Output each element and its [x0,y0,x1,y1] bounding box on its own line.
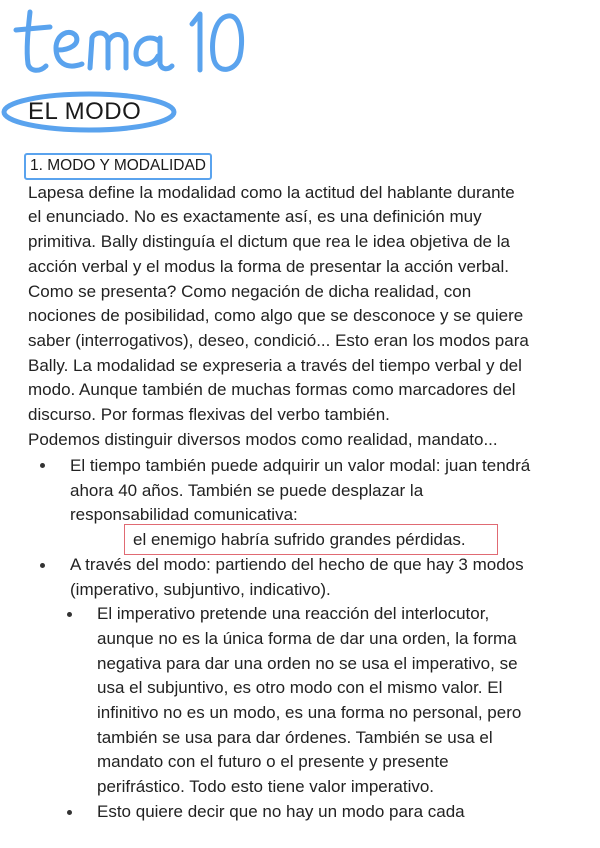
list-item-line: aunque no es la única forma de dar una orden, la forma [97,629,517,648]
bullet-icon [67,810,72,815]
list-item-line: Esto quiere decir que no hay un modo para cada [97,802,465,821]
list-item-line: también se usa para dar órdenes. También se usa el [97,728,493,747]
list-item-line: ahora 40 años. También se puede desplazar la [70,481,424,500]
section-heading: 1. MODO Y MODALIDAD [24,153,212,180]
paragraph-line: Bally. La modalidad se expreseria a través del tiempo verbal y del [28,356,522,375]
list-item-line: El tiempo también puede adquirir un valor modal: juan tendrá [70,456,531,475]
example-sentence: el enemigo habría sufrido grandes pérdidas. [133,530,466,549]
list-item-line: mandato con el futuro o el presente y presente [97,752,449,771]
bullet-icon [40,563,45,568]
circled-heading [0,90,180,134]
bullet-icon [40,463,45,468]
paragraph-line: discurso. Por formas flexivas del verbo también. [28,405,390,424]
paragraph-line: modo. Aunque también de muchas formas como marcadores del [28,380,516,399]
handwritten-title [8,0,258,90]
bullet-icon [67,612,72,617]
list-item-line: perifrástico. Todo esto tiene valor imperativo. [97,777,435,796]
paragraph-line: primitiva. Bally distinguía el dictum que rea le idea objetiva de la [28,232,510,251]
list-item-line: infinitivo no es un modo, es una forma no personal, pero [97,703,522,722]
handwritten-title-drawing [8,0,258,85]
list-item-line: negativa para dar una orden no se usa el imperativo, se [97,654,518,673]
paragraph-line: acción verbal y el modus la forma de presentar la acción verbal. [28,257,509,276]
list-item-line: responsabilidad comunicativa: [70,505,298,524]
paragraph-line: Podemos distinguir diversos modos como realidad, mandato... [28,430,498,449]
paragraph-line: Lapesa define la modalidad como la actitud del hablante durante [28,183,515,202]
paragraph-line: saber (interrogativos), deseo, condició... Esto eran los modos para [28,331,529,350]
list-item-line: A través del modo: partiendo del hecho de que hay 3 modos [70,555,524,574]
list-item-line: (imperativo, subjuntivo, indicativo). [70,580,331,599]
paragraph-line: el enunciado. No es exactamente así, es una definición muy [28,207,482,226]
list-item-line: usa el subjuntivo, es otro modo con el mismo valor. El [97,678,503,697]
example-box [124,524,498,555]
page-title: EL MODO [28,98,142,125]
list-item-line: El imperativo pretende una reacción del interlocutor, [97,604,490,623]
paragraph-line: nociones de posibilidad, como algo que se desconoce y se quiere [28,306,524,325]
paragraph-line: Como se presenta? Como negación de dicha realidad, con [28,282,472,301]
